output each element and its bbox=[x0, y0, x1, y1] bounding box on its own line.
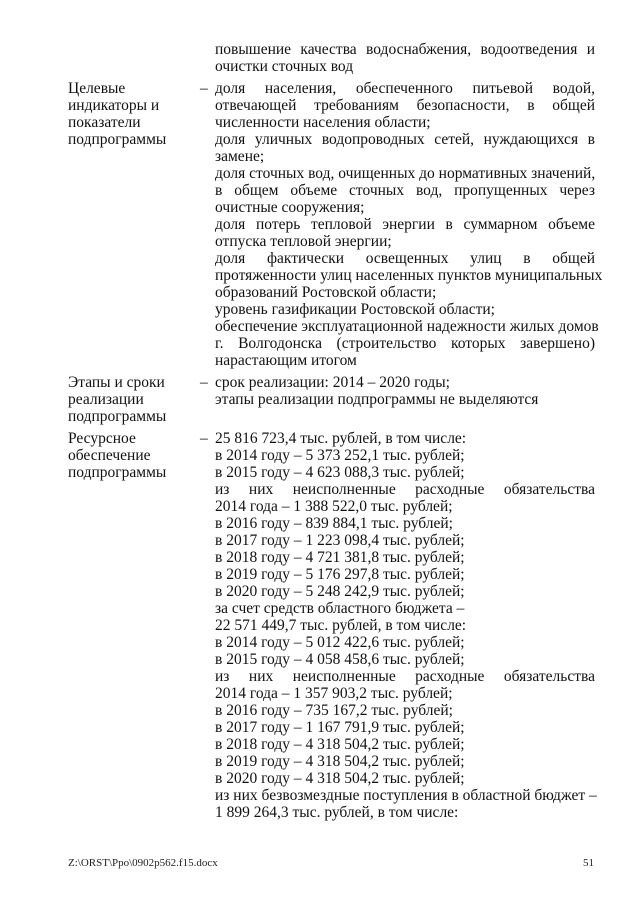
row-label-line: подпрограммы bbox=[68, 131, 167, 148]
row-content-line: доля сточных вод, очищенных до нормативных значений, bbox=[215, 165, 596, 182]
row-content-line: замене; bbox=[215, 148, 265, 165]
row-label-line: подпрограммы bbox=[68, 408, 167, 425]
row-content-line: в 2020 году – 4 318 504,2 тыс. рублей; bbox=[215, 770, 465, 787]
row-content-line: в общем объеме сточных вод, пропущенных через bbox=[215, 182, 595, 199]
row-dash: – bbox=[200, 80, 208, 97]
row-content-line: из них безвозмездные поступления в областной бюджет – bbox=[215, 787, 597, 804]
row-content-line: в 2019 году – 4 318 504,2 тыс. рублей; bbox=[215, 753, 465, 770]
row-content-line: доля населения, обеспеченного питьевой водой, bbox=[215, 80, 595, 97]
row-content-line: численности населения области; bbox=[215, 114, 431, 131]
row-content-line: срок реализации: 2014 – 2020 годы; bbox=[215, 374, 450, 391]
row-label-line: Целевые bbox=[68, 80, 126, 97]
row-content-line: в 2014 году – 5 012 422,6 тыс. рублей; bbox=[215, 634, 465, 651]
row-label-line: показатели bbox=[68, 114, 141, 131]
row-content-line: в 2016 году – 839 884,1 тыс. рублей; bbox=[215, 515, 453, 532]
row-content-line: 22 571 449,7 тыс. рублей, в том числе: bbox=[215, 617, 467, 634]
row-content-line: доля фактически освещенных улиц в общей bbox=[215, 250, 595, 267]
row-content-line: в 2018 году – 4 318 504,2 тыс. рублей; bbox=[215, 736, 465, 753]
row-dash: – bbox=[200, 374, 208, 391]
row-label-line: Ресурсное bbox=[68, 430, 136, 447]
row-content-line: в 2019 году – 5 176 297,8 тыс. рублей; bbox=[215, 566, 465, 583]
row-content-line: отвечающей требованиям безопасности, в общей bbox=[215, 97, 595, 114]
row-dash: – bbox=[200, 430, 208, 447]
row-content-line: г. Волгодонска (строительство которых завершено) bbox=[215, 335, 595, 352]
row-content-line: в 2014 году – 5 373 252,1 тыс. рублей; bbox=[215, 447, 465, 464]
row-content-line: этапы реализации подпрограммы не выделяются bbox=[215, 391, 539, 408]
row-content-line: в 2020 году – 5 248 242,9 тыс. рублей; bbox=[215, 583, 465, 600]
row-content-line: доля потерь тепловой энергии в суммарном объеме bbox=[215, 216, 595, 233]
row-content-line: 2014 года – 1 357 903,2 тыс. рублей; bbox=[215, 685, 453, 702]
row-content-line: за счет средств областного бюджета – bbox=[215, 600, 465, 617]
row-content-line: нарастающим итогом bbox=[215, 352, 357, 369]
continuation-line: очистки сточных вод bbox=[215, 58, 354, 75]
row-content-line: в 2018 году – 4 721 381,8 тыс. рублей; bbox=[215, 549, 465, 566]
row-label-line: обеспечение bbox=[68, 447, 151, 464]
row-content-line: в 2017 году – 1 223 098,4 тыс. рублей; bbox=[215, 532, 465, 549]
row-content-line: доля уличных водопроводных сетей, нуждающихся в bbox=[215, 131, 595, 148]
row-content-line: в 2015 году – 4 058 458,6 тыс. рублей; bbox=[215, 651, 465, 668]
row-content-line: 2014 года – 1 388 522,0 тыс. рублей; bbox=[215, 498, 453, 515]
row-label-line: Этапы и сроки bbox=[68, 374, 165, 391]
row-content-line: очистные сооружения; bbox=[215, 199, 365, 216]
row-label-line: подпрограммы bbox=[68, 464, 167, 481]
row-content-line: в 2016 году – 735 167,2 тыс. рублей; bbox=[215, 702, 453, 719]
row-content-line: протяженности улиц населенных пунктов муниципальных bbox=[215, 267, 603, 284]
row-content-line: в 2015 году – 4 623 088,3 тыс. рублей; bbox=[215, 464, 465, 481]
footer-page-number: 51 bbox=[583, 857, 594, 869]
row-content-line: отпуска тепловой энергии; bbox=[215, 233, 392, 250]
row-content-line: из них неисполненные расходные обязательства bbox=[215, 668, 595, 685]
footer-file-path: Z:\ORST\Ppo\0902p562.f15.docx bbox=[68, 857, 218, 869]
row-content-line: 1 899 264,3 тыс. рублей, в том числе: bbox=[215, 804, 459, 821]
row-label-line: индикаторы и bbox=[68, 97, 160, 114]
row-content-line: образований Ростовской области; bbox=[215, 284, 437, 301]
row-content-line: 25 816 723,4 тыс. рублей, в том числе: bbox=[215, 430, 467, 447]
row-content-line: уровень газификации Ростовской области; bbox=[215, 301, 495, 318]
row-content-line: в 2017 году – 1 167 791,9 тыс. рублей; bbox=[215, 719, 465, 736]
row-content-line: обеспечение эксплуатационной надежности жилых домов bbox=[215, 318, 599, 335]
continuation-line: повышение качества водоснабжения, водоотведения и bbox=[215, 41, 595, 58]
row-content-line: из них неисполненные расходные обязательства bbox=[215, 481, 595, 498]
row-label-line: реализации bbox=[68, 391, 144, 408]
